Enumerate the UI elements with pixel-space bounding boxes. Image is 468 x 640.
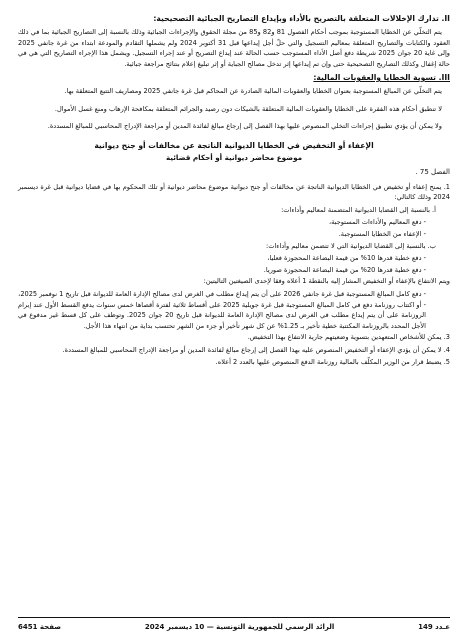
section-iii-heading: III. تسوية الخطايا والعقوبات المالية: bbox=[313, 73, 450, 83]
article-sub-b: ب. بالنسبة إلى القضايا الديوانية التي لا تتضمن معاليم وأداءات: bbox=[266, 241, 436, 250]
article-sub-a: أ. بالنسبة إلى القضايا الديوانية المتضمنة لمعاليم وأداءات: bbox=[281, 205, 436, 214]
issue-number: عـدد 149 bbox=[418, 622, 450, 631]
chapter-subtitle: موضوع محاضر ديوانية أو أحكام قضائية bbox=[165, 153, 303, 163]
section-ii-paragraph-1: يتم التخلّي عن الخطايا المستوجبة بموجب أحكام الفصول 81 و82 و85 من مجلة الحقوق والإجراءات الجبائية وذلك بالنسبة إلى التصاريح الجبائية بما في ذلك العقود والكتابات والتصاريح المتعلقة بمعاليم التسجيل والتي حلّ أجل إيداعها قبل 31 أكتوبر 2024 ولم يشملها التقادم والمودعة ابتداء من غرة جانفي 2025 وإلى غاية 20 جوان 2025 شريطة دفع أصل الأداء المستوجب حسب الحالة عند إيداع التصريح أو عند إجراء التسجيل. ويشمل هذا الإجراء التصاريح التي هي في حالة إغفال وكذلك التصاريح التصحيحية حتى وإن تم إيداعها إثر تدخل مصالح الجباية أو إثر تبليغ إعلام بنتائج مراجعة جبائية. bbox=[18, 28, 450, 68]
page-footer bbox=[18, 617, 450, 632]
list-item: - دفع خطية قدرها 20% من قيمة البضاعة المحجوزة صوريا. bbox=[18, 265, 450, 275]
list-item: - دفع كامل المبالغ المستوجبة قبل غرة جانفي 2026 على أن يتم إيداع مطلب في الغرض لدى مصالح الإدارة العامة للديوانة قبل تاريخ 1 نوفمبر 2025، bbox=[18, 289, 450, 299]
article-item-4: 4. لا يمكن أن يؤدي الإعفاء أو التخفيض المنصوص عليه بهذا الفصل إلى إرجاع مبالغ لفائدة المدين أو مراجعة الإدراج المحاسبي للمبالغ المسددة. bbox=[62, 345, 450, 354]
list-item: - أو اكتتاب روزنامة دفع في كامل المبالغ المستوجبة قبل غرة جويلية 2025 على أقساط ثلاثية لفترة أقصاها خمس سنوات يدفع القسط الأول عند إبرام الروزنامة على أن يتم إيداع مطلب في الغرض لدى مصالح الإدارة العامة للديوانة قبل تاريخ 20 جوان 2025. وتوظف على كل قسط غير مدفوع في الأجل المحدد بالروزنامة المكتتبة خطية تأخير بـ 1.25% عن كل شهر تأخير أو جزء من الشهر تحتسب بداية من انتهاء هذا الأجل. bbox=[18, 300, 450, 331]
list-item: - دفع المعاليم والأداءات المستوجبة، bbox=[18, 217, 450, 227]
section-iii-paragraph-1: يتم التخلّي عن المبالغ المستوجبة بعنوان الخطايا والعقوبات المالية الصادرة عن المحاكم قبل غرة جانفي 2025 ومصاريف التتبع المتعلقة بها. bbox=[64, 87, 442, 96]
article-label: الفصل 75 . bbox=[415, 168, 450, 177]
article-item-3: 3. يمكن للأشخاص المتعهدين بتسوية وضعيتهم جارية الانتفاع بهذا التخفيض. bbox=[247, 333, 450, 342]
section-ii-heading: II. تدارك الإخلالات المتعلقة بالتصريح بالأداء وبإيداع التصاريح الجبائية التصحيحية: bbox=[153, 14, 450, 23]
journal-title: الرائد الرسمي للجمهورية التونسية — 10 ديسمبر 2024 bbox=[144, 622, 335, 631]
article-item-1: 1. يمنح إعفاء أو تخفيض في الخطايا الديوانية الناتجة عن مخالفات أو جنح ديوانية موضوع محاضر ديوانية أو تلك المحكوم بها في قضايا ديوانية قبل غرة ديسمبر 2024 وذلك كالتالي: bbox=[18, 182, 450, 202]
article-item-benefit: ويتم الانتفاع بالإعفاء أو التخفيض المشار إليه بالنقطة 1 أعلاه وفقا لإحدى الصيغتين التاليتين: bbox=[203, 277, 450, 286]
article-item-5: 5. يضبط قرار من الوزير المكلّف بالمالية روزنامة الدفع المنصوص عليها بالعدد 2 أعلاه. bbox=[215, 357, 450, 366]
list-item: - دفع خطية قدرها 10% من قيمة البضاعة المحجوزة فعليا، bbox=[18, 253, 450, 263]
page-number: صفحة 6451 bbox=[18, 622, 62, 631]
section-iii-paragraph-3: ولا يمكن أن يؤدي تطبيق إجراءات التخلي المنصوص عليها بهذا الفصل إلى إرجاع مبالغ لفائدة المدين أو مراجعة الإدراج المحاسبي للمبالغ المسددة. bbox=[47, 122, 442, 131]
chapter-title: الإعفاء أو التخفيض في الخطايا الديوانية الناتجة عن مخالفات أو جنح ديوانية bbox=[94, 140, 374, 150]
section-iii-paragraph-2: لا تنطبق أحكام هذه الفقرة على الخطايا والعقوبات المالية المتعلقة بالشيكات دون رصيد والجرائم المتعلقة بمكافحة الإرهاب ومنع غسل الأموال. bbox=[54, 104, 442, 113]
list-item: - الإعفاء من الخطايا المستوجبة. bbox=[18, 229, 450, 239]
spacer bbox=[18, 134, 450, 139]
